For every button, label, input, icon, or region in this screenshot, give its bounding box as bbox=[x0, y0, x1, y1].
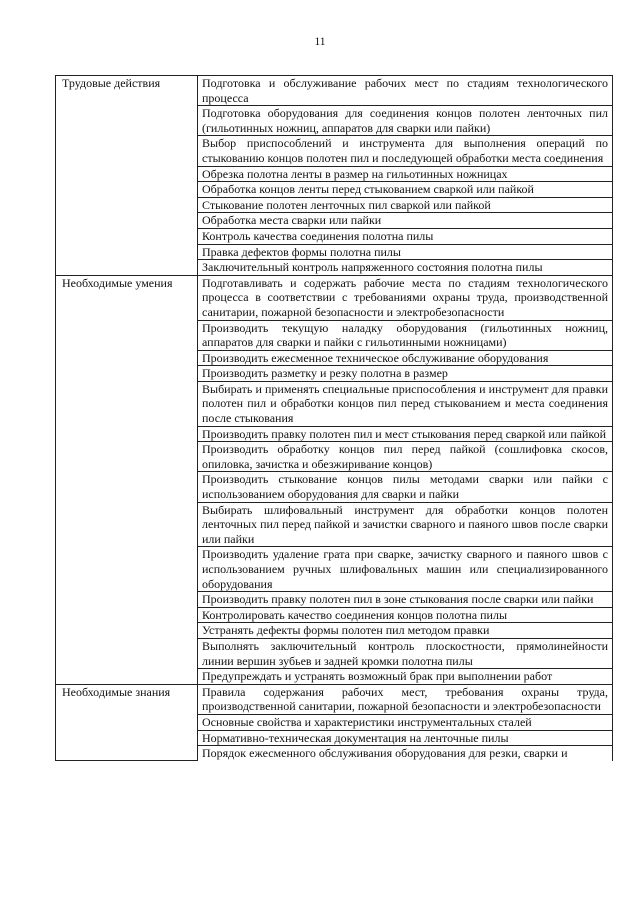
table-cell: Предупреждать и устранять возможный брак при выполнении работ bbox=[198, 669, 613, 685]
page-number: 11 bbox=[314, 36, 326, 48]
section-title: Необходимые умения bbox=[56, 275, 198, 684]
table-cell: Выполнять заключительный контроль плоскостности, прямолинейности линии вершин зубьев и задней кромки полотна пилы bbox=[198, 638, 613, 668]
table-cell: Правила содержания рабочих мест, требования охраны труда, производственной санитарии, пожарной безопасности и электробезопасности bbox=[198, 684, 613, 714]
table-cell: Производить удаление грата при сварке, зачистку сварного и паяного швов с использованием ручных шлифовальных машин или специализированного оборудования bbox=[198, 547, 613, 592]
table-cell: Производить обработку концов пил перед пайкой (сошлифовка скосов, опиловка, зачистка и обезжиривание концов) bbox=[198, 442, 613, 472]
table-cell: Подготавливать и содержать рабочие места по стадиям технологического процесса в соответствии с требованиями охраны труда, производственной санитарии, пожарной безопасности и электробезопасности bbox=[198, 275, 613, 320]
table-cell: Подготовка и обслуживание рабочих мест по стадиям технологического процесса bbox=[198, 76, 613, 106]
table-cell: Производить правку полотен пил в зоне стыкования после сварки или пайки bbox=[198, 592, 613, 608]
section-title: Необходимые знания bbox=[56, 684, 198, 760]
table-cell: Производить разметку и резку полотна в размер bbox=[198, 366, 613, 382]
table-cell: Порядок ежесменного обслуживания оборудования для резки, сварки и bbox=[198, 746, 613, 761]
table-cell: Производить ежесменное техническое обслуживание оборудования bbox=[198, 350, 613, 366]
table-cell: Стыкование полотен ленточных пил сваркой или пайкой bbox=[198, 197, 613, 213]
table-cell: Производить правку полотен пил и мест стыкования перед сваркой или пайкой bbox=[198, 426, 613, 442]
table-cell: Основные свойства и характеристики инструментальных сталей bbox=[198, 714, 613, 730]
table-cell: Контроль качества соединения полотна пилы bbox=[198, 228, 613, 244]
table-row bbox=[56, 275, 613, 320]
table-cell: Обработка места сварки или пайки bbox=[198, 213, 613, 229]
table-cell: Выбор приспособлений и инструмента для выполнения операций по стыкованию концов полотен пил и последующей обработки места соединения bbox=[198, 136, 613, 166]
table-cell: Выбирать и применять специальные приспособления и инструмент для правки полотен пил и обработки концов пил перед стыкованием и места соединения после стыкования bbox=[198, 381, 613, 426]
table-cell: Производить текущую наладку оборудования (гильотинных ножниц, аппаратов для сварки и пайки с гильотинными ножницами) bbox=[198, 320, 613, 350]
section-title: Трудовые действия bbox=[56, 76, 198, 276]
table-cell: Выбирать шлифовальный инструмент для обработки концов полотен ленточных пил перед пайкой и зачистки сварного и паяного швов после сварки или пайки bbox=[198, 502, 613, 547]
table-cell: Заключительный контроль напряженного состояния полотна пилы bbox=[198, 260, 613, 276]
table-cell: Подготовка оборудования для соединения концов полотен ленточных пил (гильотинных ножниц, аппаратов для сварки или пайки) bbox=[198, 106, 613, 136]
table-row bbox=[56, 684, 613, 714]
table-cell: Устранять дефекты формы полотен пил методом правки bbox=[198, 623, 613, 639]
table-cell: Правка дефектов формы полотна пилы bbox=[198, 244, 613, 260]
requirements-table bbox=[55, 75, 613, 761]
table-cell: Контролировать качество соединения концов полотна пилы bbox=[198, 607, 613, 623]
table-cell: Нормативно-техническая документация на ленточные пилы bbox=[198, 730, 613, 746]
table-row bbox=[56, 76, 613, 106]
table-cell: Обработка концов ленты перед стыкованием сваркой или пайкой bbox=[198, 182, 613, 198]
table-cell: Производить стыкование концов пилы методами сварки или пайки с использованием оборудования для сварки и пайки bbox=[198, 472, 613, 502]
table-cell: Обрезка полотна ленты в размер на гильотинных ножницах bbox=[198, 166, 613, 182]
